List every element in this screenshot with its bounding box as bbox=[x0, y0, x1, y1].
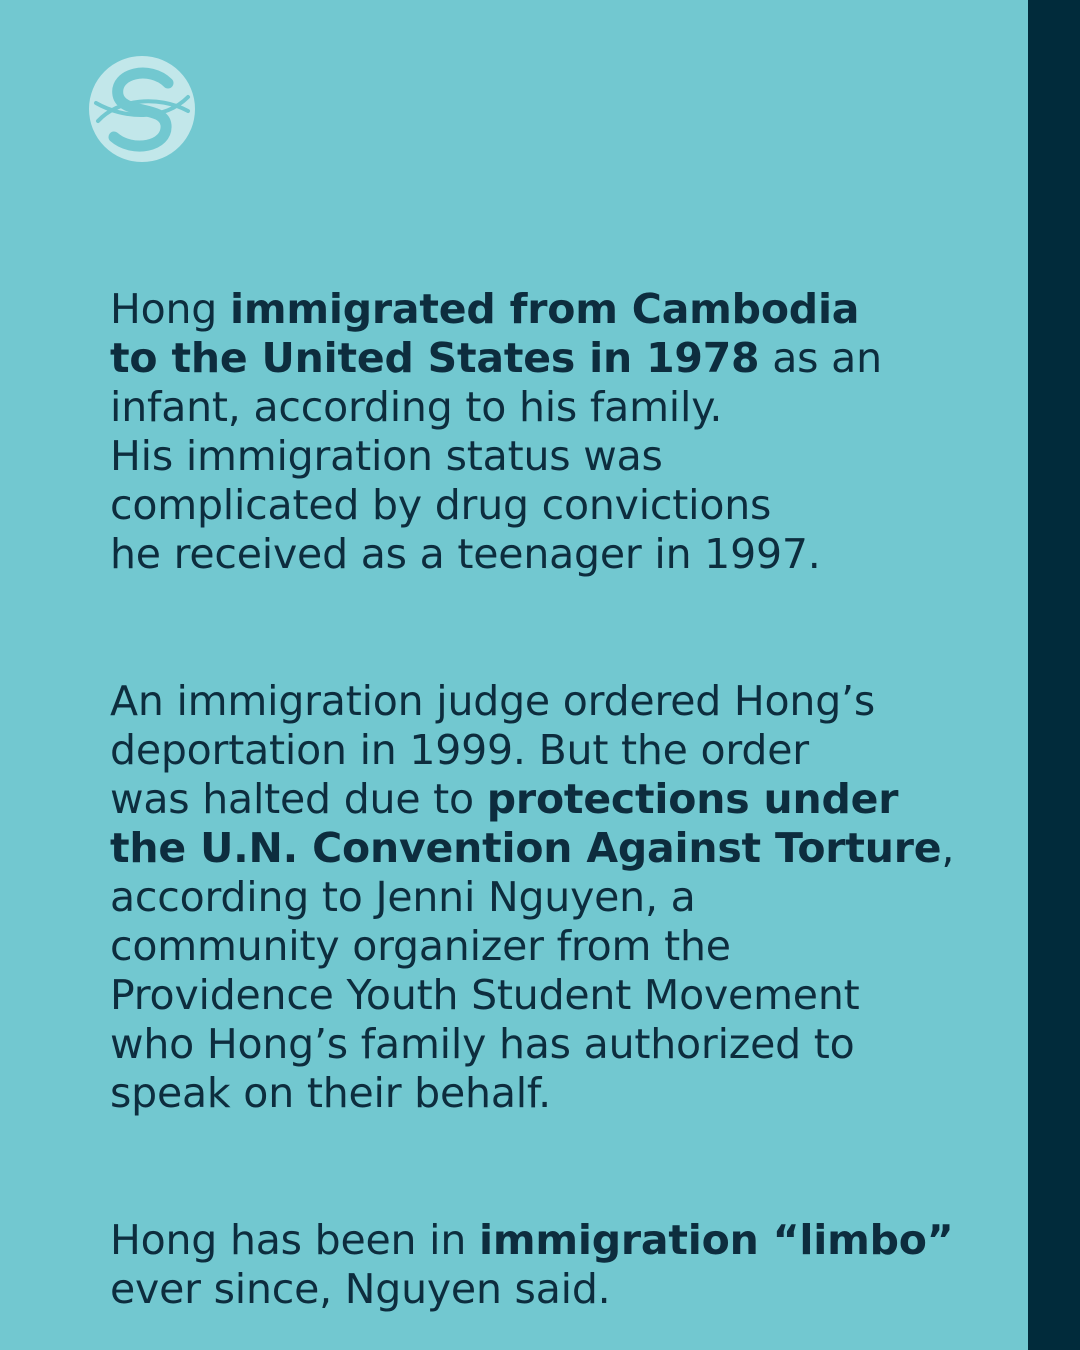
paragraph-2-highlight: protections under the U.N. Convention Against Torture bbox=[110, 775, 942, 872]
paragraph-3 bbox=[110, 1167, 1010, 1314]
paragraph-1 bbox=[110, 236, 1010, 579]
logo bbox=[88, 55, 196, 163]
paragraph-2-lead: An immigration judge ordered Hong’s deportation in 1999. But the order was halted due to bbox=[110, 677, 876, 823]
paragraph-2 bbox=[110, 628, 1010, 1118]
paragraph-3-rest: ever since, Nguyen said. bbox=[110, 1265, 611, 1313]
paragraph-2-rest: , according to Jenni Nguyen, a community organizer from the Providence Youth Student Movement who Hong’s family has authorized to speak on their behalf. bbox=[110, 824, 955, 1117]
s-monogram-logo-icon bbox=[88, 55, 196, 163]
paragraph-1-rest: as an infant, according to his family. His immigration status was complicated by drug convictions he received as a teenager in 1997. bbox=[110, 334, 882, 578]
paragraph-1-highlight: immigrated from Cambodia to the United States in 1978 bbox=[110, 285, 860, 382]
paragraph-3-highlight: immigration “limbo” bbox=[478, 1216, 954, 1264]
paragraph-3-lead: Hong has been in bbox=[110, 1216, 479, 1264]
paragraph-1-lead: Hong bbox=[110, 285, 230, 333]
side-bar bbox=[1028, 0, 1080, 1350]
body-text bbox=[110, 236, 1010, 1314]
